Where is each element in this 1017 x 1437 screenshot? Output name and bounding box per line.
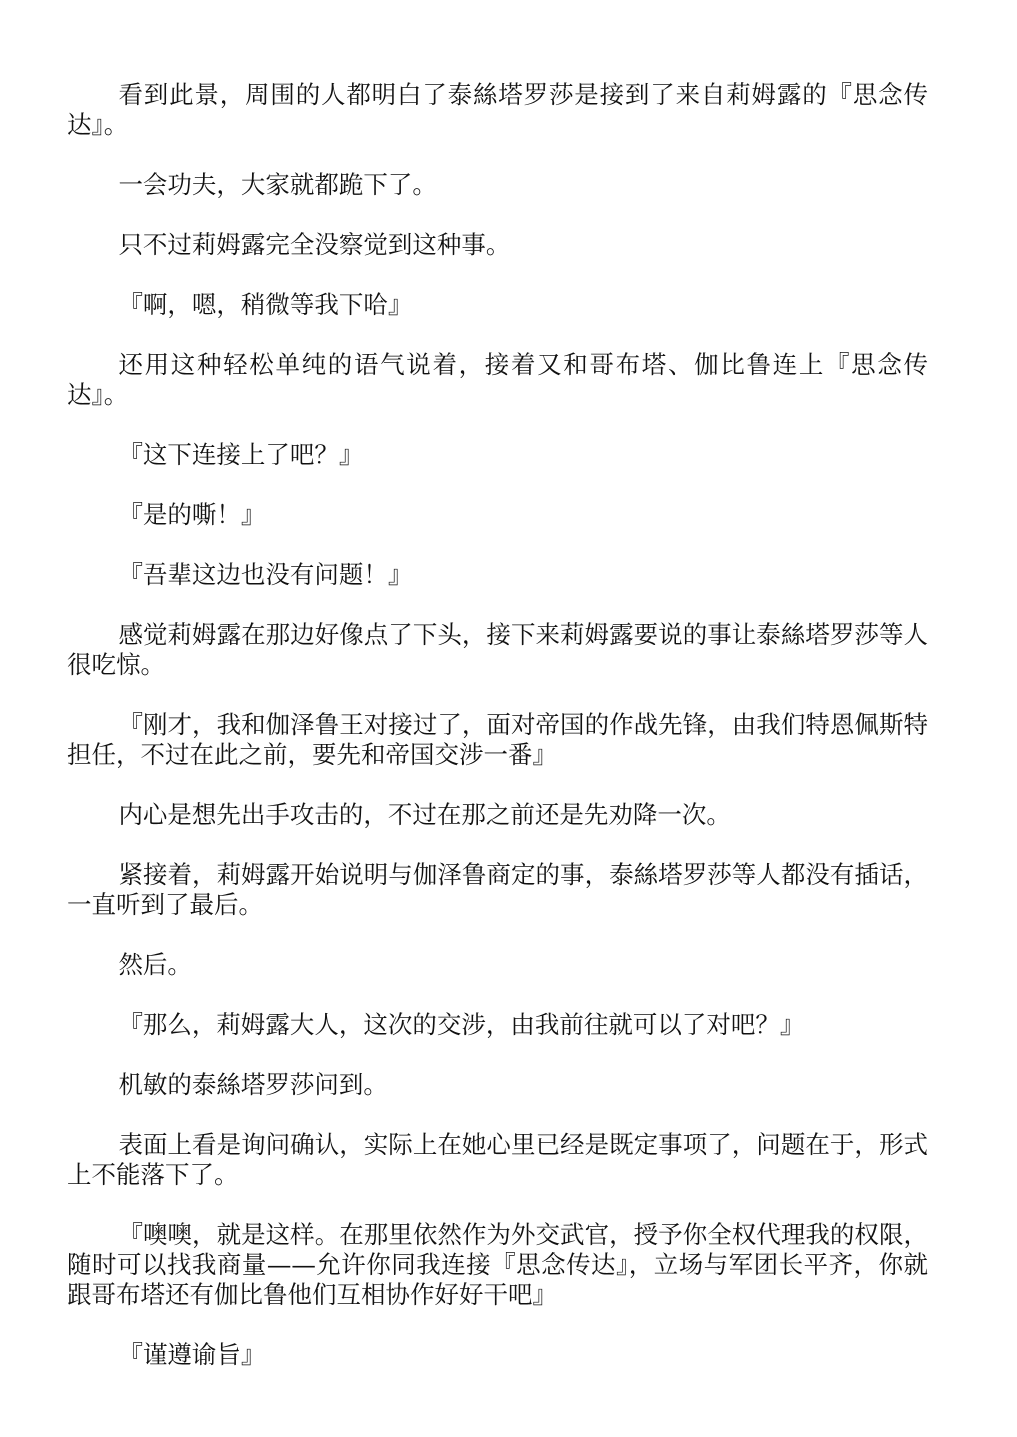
dialogue-line: 『刚才，我和伽泽鲁王对接过了，面对帝国的作战先锋，由我们特恩佩斯特担任，不过在此之前，要先和帝国交涉一番』 xyxy=(67,710,928,769)
paragraph: 感觉莉姆露在那边好像点了下头，接下来莉姆露要说的事让泰絲塔罗莎等人很吃惊。 xyxy=(67,620,928,679)
paragraph: 然后。 xyxy=(118,950,192,979)
dialogue-line: 『噢噢，就是这样。在那里依然作为外交武官，授予你全权代理我的权限，随时可以找我商量——允许你同我连接『思念传达』，立场与军团长平齐，你就跟哥布塔还有伽比鲁他们互相协作好好干吧』 xyxy=(67,1220,928,1309)
dialogue-line: 『啊，嗯，稍微等我下哈』 xyxy=(118,290,413,319)
dialogue-line: 『是的嘶！』 xyxy=(118,500,266,529)
document-page xyxy=(67,80,928,1400)
paragraph: 看到此景，周围的人都明白了泰絲塔罗莎是接到了来自莉姆露的『思念传达』。 xyxy=(67,80,928,139)
paragraph: 内心是想先出手攻击的，不过在那之前还是先劝降一次。 xyxy=(118,800,731,829)
paragraph: 一会功夫，大家就都跪下了。 xyxy=(118,170,437,199)
paragraph: 还用这种轻松单纯的语气说着，接着又和哥布塔、伽比鲁连上『思念传达』。 xyxy=(67,350,928,409)
paragraph: 紧接着，莉姆露开始说明与伽泽鲁商定的事，泰絲塔罗莎等人都没有插话，一直听到了最后。 xyxy=(67,860,928,919)
paragraph: 表面上看是询问确认，实际上在她心里已经是既定事项了，问题在于，形式上不能落下了。 xyxy=(67,1130,928,1189)
paragraph: 只不过莉姆露完全没察觉到这种事。 xyxy=(118,230,511,259)
paragraph: 机敏的泰絲塔罗莎问到。 xyxy=(118,1070,388,1099)
dialogue-line: 『谨遵谕旨』 xyxy=(118,1340,266,1369)
dialogue-line: 『这下连接上了吧？』 xyxy=(118,440,364,469)
dialogue-line: 『那么，莉姆露大人，这次的交涉，由我前往就可以了对吧？』 xyxy=(118,1010,805,1039)
dialogue-line: 『吾辈这边也没有问题！』 xyxy=(118,560,413,589)
